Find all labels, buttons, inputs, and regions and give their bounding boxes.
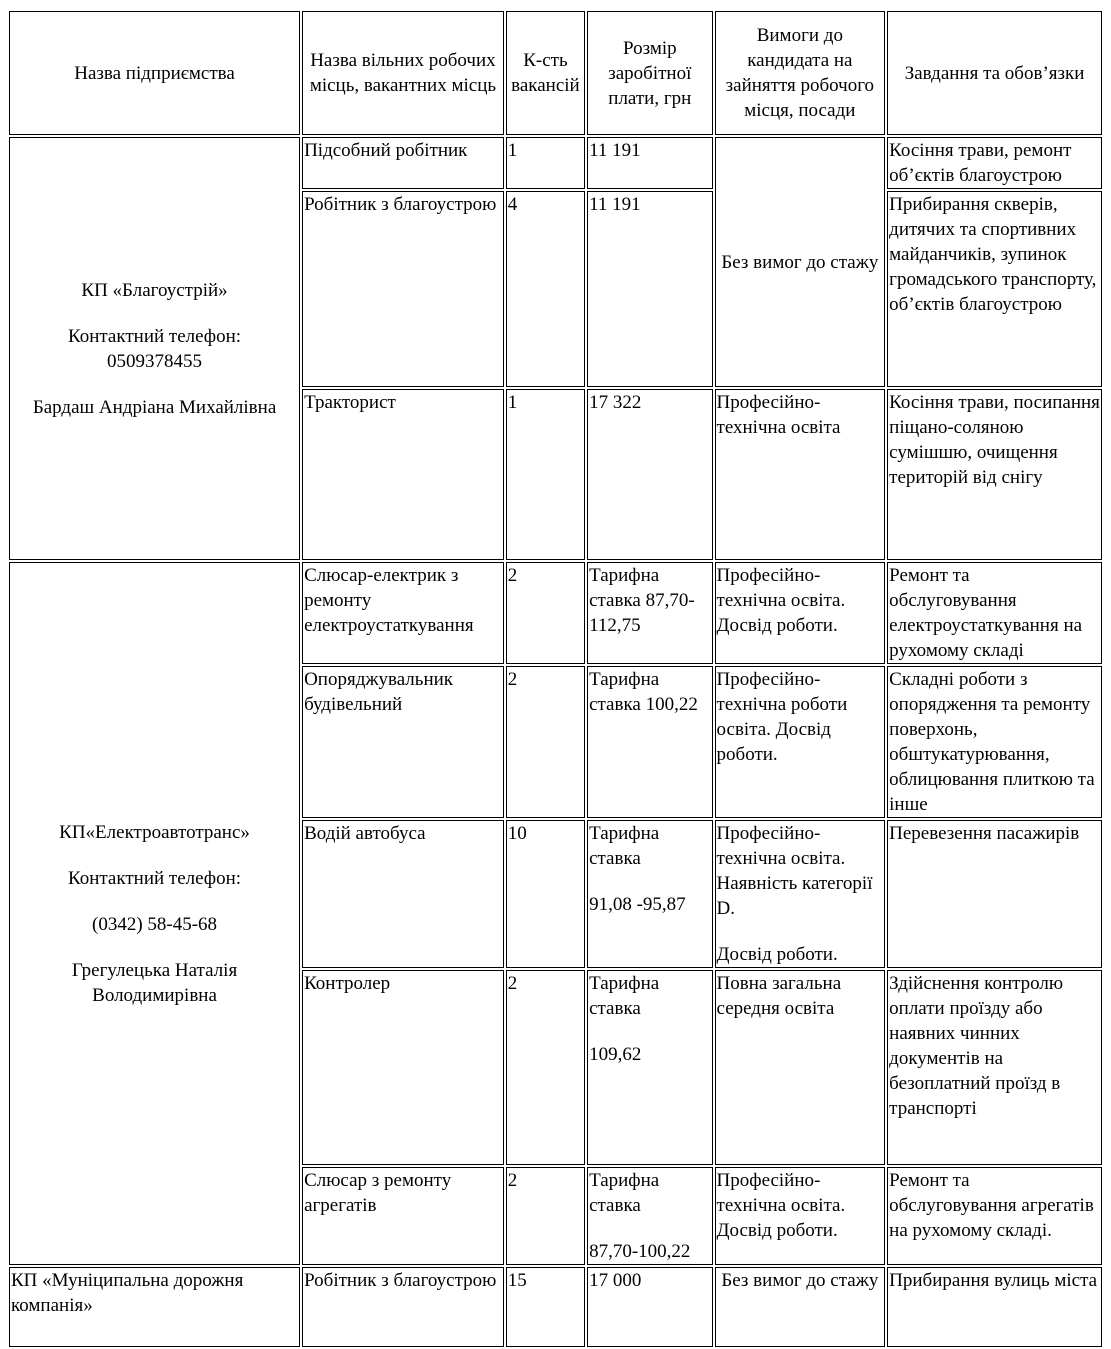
requirements-main: Професійно-технічна освіта. Наявність категорії D. (716, 823, 873, 919)
salary-label: Тарифна ставка (589, 823, 660, 869)
salary-cell: 11 191 (587, 137, 712, 189)
duties-cell: Прибирання вулиць міста (887, 1267, 1102, 1347)
vacancy-table (7, 9, 1104, 1349)
header-row (9, 11, 1102, 135)
salary-cell: Тарифна ставка 87,70-112,75 (587, 562, 712, 664)
requirements-cell: Професійно-технічна освіта. Досвід роботи. (715, 1167, 886, 1265)
count-cell: 15 (506, 1267, 585, 1347)
count-cell: 2 (506, 970, 585, 1165)
position-cell: Робітник з благоустрою (302, 191, 504, 387)
requirements-cell: Повна загальна середня освіта (715, 970, 886, 1165)
salary-value: 109,62 (589, 1044, 642, 1065)
company-cell: КП «Муніципальна дорожня компанія» (9, 1267, 300, 1347)
requirements-cell: Професійно-технічна освіта. Досвід роботи. (715, 562, 886, 664)
company-phone-block (11, 324, 298, 374)
header-count: К-сть вакансій (506, 11, 585, 135)
requirements-cell (715, 820, 886, 968)
phone-number: (0342) 58-45-68 (92, 913, 218, 935)
requirements-cell: Без вимог до стажу (715, 1267, 886, 1347)
phone-number: 0509378455 (107, 350, 203, 372)
header-duties: Завдання та обов’язки (887, 11, 1102, 135)
requirements-extra: Досвід роботи. (716, 944, 838, 965)
count-cell: 10 (506, 820, 585, 968)
header-company: Назва підприємства (9, 11, 300, 135)
position-cell: Тракторист (302, 389, 504, 560)
count-cell: 1 (506, 389, 585, 560)
phone-label: Контактний телефон: (68, 325, 242, 347)
position-cell: Слюсар-електрик з ремонту електроустаткування (302, 562, 504, 664)
requirements-cell: Професійно-технічна освіта (715, 389, 886, 560)
company-cell (9, 137, 300, 560)
requirements-cell: Без вимог до стажу (715, 137, 886, 387)
salary-cell (587, 970, 712, 1165)
count-cell: 2 (506, 562, 585, 664)
salary-value: 87,70-100,22 (589, 1241, 691, 1262)
duties-cell: Косіння трави, ремонт об’єктів благоустрою (887, 137, 1102, 189)
table-row (9, 1267, 1102, 1347)
salary-label: Тарифна ставка (589, 1170, 660, 1216)
header-position: Назва вільних робочих місць, вакантних місць (302, 11, 504, 135)
count-cell: 2 (506, 666, 585, 818)
position-cell: Контролер (302, 970, 504, 1165)
count-cell: 4 (506, 191, 585, 387)
duties-cell: Прибирання скверів, дитячих та спортивних майданчиків, зупинок громадського транспорту, об’єктів благоустрою (887, 191, 1102, 387)
count-cell: 1 (506, 137, 585, 189)
duties-cell: Здійснення контролю оплати проїзду або наявних чинних документів на безоплатний проїзд в транспорті (887, 970, 1102, 1165)
duties-cell: Складні роботи з опорядження та ремонту поверхонь, обштукатурювання, облицювання плиткою та інше (887, 666, 1102, 818)
vacancy-table-frame (7, 9, 1104, 1349)
phone-label: Контактний телефон: (68, 867, 242, 889)
contact-person: Грегулецька Наталія Володимирівна (71, 959, 238, 1006)
company-name: КП «Благоустрій» (81, 279, 228, 301)
header-requirements: Вимоги до кандидата на зайняття робочого місця, посади (715, 11, 886, 135)
duties-cell: Ремонт та обслуговування електроустаткування на рухомому складі (887, 562, 1102, 664)
duties-cell: Перевезення пасажирів (887, 820, 1102, 968)
position-cell: Слюсар з ремонту агрегатів (302, 1167, 504, 1265)
salary-label: Тарифна ставка (589, 973, 660, 1019)
company-name: КП«Електроавтотранс» (59, 821, 250, 843)
table-row (9, 562, 1102, 664)
contact-person: Бардаш Андріана Михайлівна (32, 396, 277, 418)
duties-cell: Ремонт та обслуговування агрегатів на рухомому складі. (887, 1167, 1102, 1265)
salary-value: 91,08 -95,87 (589, 894, 686, 915)
company-cell (9, 562, 300, 1265)
position-cell: Підсобний робітник (302, 137, 504, 189)
header-salary: Розмір заробітної плати, грн (587, 11, 712, 135)
salary-cell: 11 191 (587, 191, 712, 387)
requirements-cell: Професійно-технічна роботи освіта. Досвід роботи. (715, 666, 886, 818)
table-row (9, 137, 1102, 189)
position-cell: Робітник з благоустрою (302, 1267, 504, 1347)
position-cell: Водій автобуса (302, 820, 504, 968)
salary-cell: 17 322 (587, 389, 712, 560)
position-cell: Опоряджувальник будівельний (302, 666, 504, 818)
salary-cell (587, 820, 712, 968)
salary-cell: 17 000 (587, 1267, 712, 1347)
duties-cell: Косіння трави, посипання піщано-соляною сумішшю, очищення територій від снігу (887, 389, 1102, 560)
salary-cell (587, 1167, 712, 1265)
count-cell: 2 (506, 1167, 585, 1265)
salary-cell: Тарифна ставка 100,22 (587, 666, 712, 818)
